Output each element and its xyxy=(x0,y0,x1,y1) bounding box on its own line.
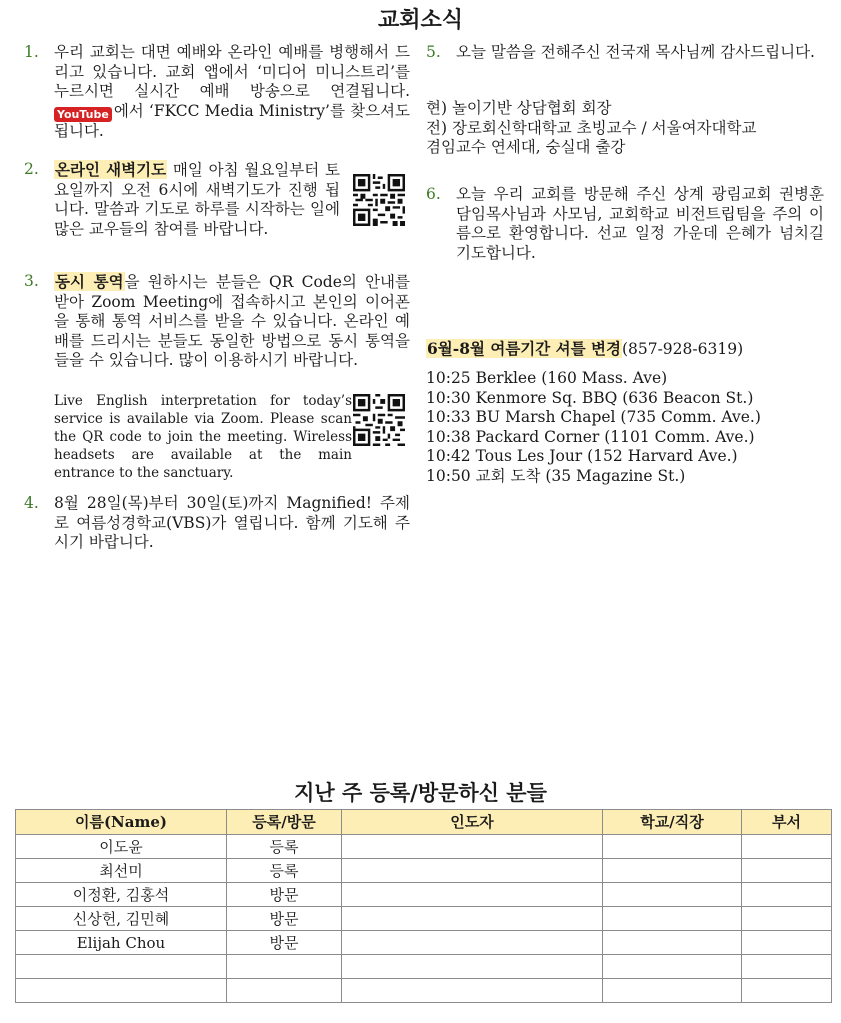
table-row xyxy=(16,907,832,931)
registry-table xyxy=(15,809,832,1003)
speaker-bio xyxy=(426,99,826,158)
header-department: 부서 xyxy=(742,810,832,835)
cell-name: Elijah Chou xyxy=(16,931,227,955)
table-row xyxy=(16,955,832,979)
shuttle-stop: 10:50 교회 도착 (35 Magazine St.) xyxy=(426,466,686,485)
cell-department xyxy=(742,835,832,859)
item-text: 동시 통역을 원하시는 분들은 QR Code의 안내를 받아 Zoom Meeting에 접속하시고 본인의 이어폰을 통해 통역 서비스를 받을 수 있습니다. 온라인 예배를 드리시는 분들도 동일한 방법으로 동시 통역을 들을 수 있습니다. 많이 이용하시기 바랍니다. xyxy=(54,272,410,369)
table-row xyxy=(16,931,832,955)
cell-guide xyxy=(342,883,603,907)
shuttle-stop: 10:33 BU Marsh Chapel (735 Comm. Ave.) xyxy=(426,408,761,426)
qr-code-icon[interactable] xyxy=(353,394,405,446)
page-title: 교회소식 xyxy=(377,7,463,33)
shuttle-stop: 10:42 Tous Les Jour (152 Harvard Ave.) xyxy=(426,447,738,465)
cell-type: 방문 xyxy=(227,931,342,955)
cell-department xyxy=(742,931,832,955)
item-number: 3. xyxy=(24,272,39,290)
shuttle-stop: 10:25 Berklee (160 Mass. Ave) xyxy=(426,369,668,387)
shuttle-stop: 10:30 Kenmore Sq. BBQ (636 Beacon St.) xyxy=(426,388,754,407)
item-english-text: Live English interpretation for today’s service is available via Zoom. Please scan the QR code to join the meeting. Wireless headsets are available at the main entrance to the sanctuary. xyxy=(54,393,352,481)
cell-name: 이정환, 김홍석 xyxy=(16,883,227,907)
cell-type: 등록 xyxy=(227,835,342,859)
bio-line: 전) 장로회신학대학교 초빙교수 / 서울여자대학교 xyxy=(426,118,757,137)
header-type: 등록/방문 xyxy=(227,810,342,835)
cell-school-work xyxy=(603,859,742,883)
qr-code-icon[interactable] xyxy=(353,174,405,226)
cell-type: 등록 xyxy=(227,859,342,883)
cell-guide xyxy=(342,907,603,931)
bio-line: 현) 놀이기반 상담협회 회장 xyxy=(426,99,612,117)
cell-school-work xyxy=(603,931,742,955)
cell-name xyxy=(16,955,227,979)
item-number: 5. xyxy=(426,43,441,61)
cell-name: 신상헌, 김민혜 xyxy=(16,907,227,931)
cell-name: 최선미 xyxy=(16,859,227,883)
table-row xyxy=(16,835,832,859)
youtube-logo-icon: YouTube xyxy=(54,107,112,122)
registry-title: 지난 주 등록/방문하신 분들 xyxy=(294,780,547,805)
table-row xyxy=(16,859,832,883)
header-name: 이름(Name) xyxy=(16,810,227,835)
item-number: 4. xyxy=(24,494,39,512)
item-text: 8월 28일(목)부터 30일(토)까지 Magnified! 주제로 여름성경학교(VBS)가 열립니다. 함께 기도해 주시기 바랍니다. xyxy=(54,494,410,551)
cell-department xyxy=(742,979,832,1003)
table-row xyxy=(16,979,832,1003)
highlight-label: 동시 통역 xyxy=(55,272,124,291)
shuttle-title: 6월-8월 여름기간 셔틀 변경 xyxy=(427,339,621,358)
item-text: 오늘 우리 교회를 방문해 주신 상계 광림교회 권병훈 담임목사님과 사모님, 교회학교 비전트립팀을 주의 이름으로 환영합니다. 선교 일정 가운데 은혜가 넘치길 기도합니다. xyxy=(456,185,824,262)
cell-type xyxy=(227,955,342,979)
item-number: 1. xyxy=(24,43,39,61)
table-row xyxy=(16,883,832,907)
cell-department xyxy=(742,907,832,931)
cell-department xyxy=(742,955,832,979)
cell-name xyxy=(16,979,227,1003)
bio-line: 겸임교수 연세대, 숭실대 출강 xyxy=(426,138,626,156)
shuttle-phone: (857-928-6319) xyxy=(621,340,744,358)
cell-guide xyxy=(342,979,603,1003)
cell-school-work xyxy=(603,835,742,859)
cell-name: 이도윤 xyxy=(16,835,227,859)
item-text: 온라인 새벽기도 매일 아침 월요일부터 토요일까지 오전 6시에 새벽기도가 진행 됩니다. 말씀과 기도로 하루를 시작하는 일에 많은 교우들의 참여를 바랍니다. xyxy=(54,160,340,238)
cell-school-work xyxy=(603,907,742,931)
cell-guide xyxy=(342,859,603,883)
table-header-row xyxy=(16,810,832,835)
cell-type xyxy=(227,979,342,1003)
cell-type: 방문 xyxy=(227,907,342,931)
shuttle-stop: 10:38 Packard Corner (1101 Comm. Ave.) xyxy=(426,427,755,446)
item-number: 2. xyxy=(24,160,39,178)
cell-guide xyxy=(342,835,603,859)
cell-department xyxy=(742,883,832,907)
highlight-label: 온라인 새벽기도 xyxy=(55,160,167,179)
shuttle-stops xyxy=(426,369,836,486)
cell-department xyxy=(742,859,832,883)
item-text: 오늘 말씀을 전해주신 전국재 목사님께 감사드립니다. xyxy=(456,43,815,61)
header-school-work: 학교/직장 xyxy=(603,810,742,835)
item-number: 6. xyxy=(426,185,441,203)
cell-guide xyxy=(342,955,603,979)
header-guide: 인도자 xyxy=(342,810,603,835)
item-text: 우리 교회는 대면 예배와 온라인 예배를 병행해서 드리고 있습니다. 교회 앱에서 ‘미디어 미니스트리’를 누르시면 실시간 예배 방송으로 연결됩니다. YouTube 에서 ‘FKCC Media Ministry’를 찾으셔도 됩니다. xyxy=(54,43,410,140)
shuttle-heading xyxy=(426,339,836,360)
cell-school-work xyxy=(603,955,742,979)
cell-school-work xyxy=(603,979,742,1003)
cell-school-work xyxy=(603,883,742,907)
cell-type: 방문 xyxy=(227,883,342,907)
cell-guide xyxy=(342,931,603,955)
